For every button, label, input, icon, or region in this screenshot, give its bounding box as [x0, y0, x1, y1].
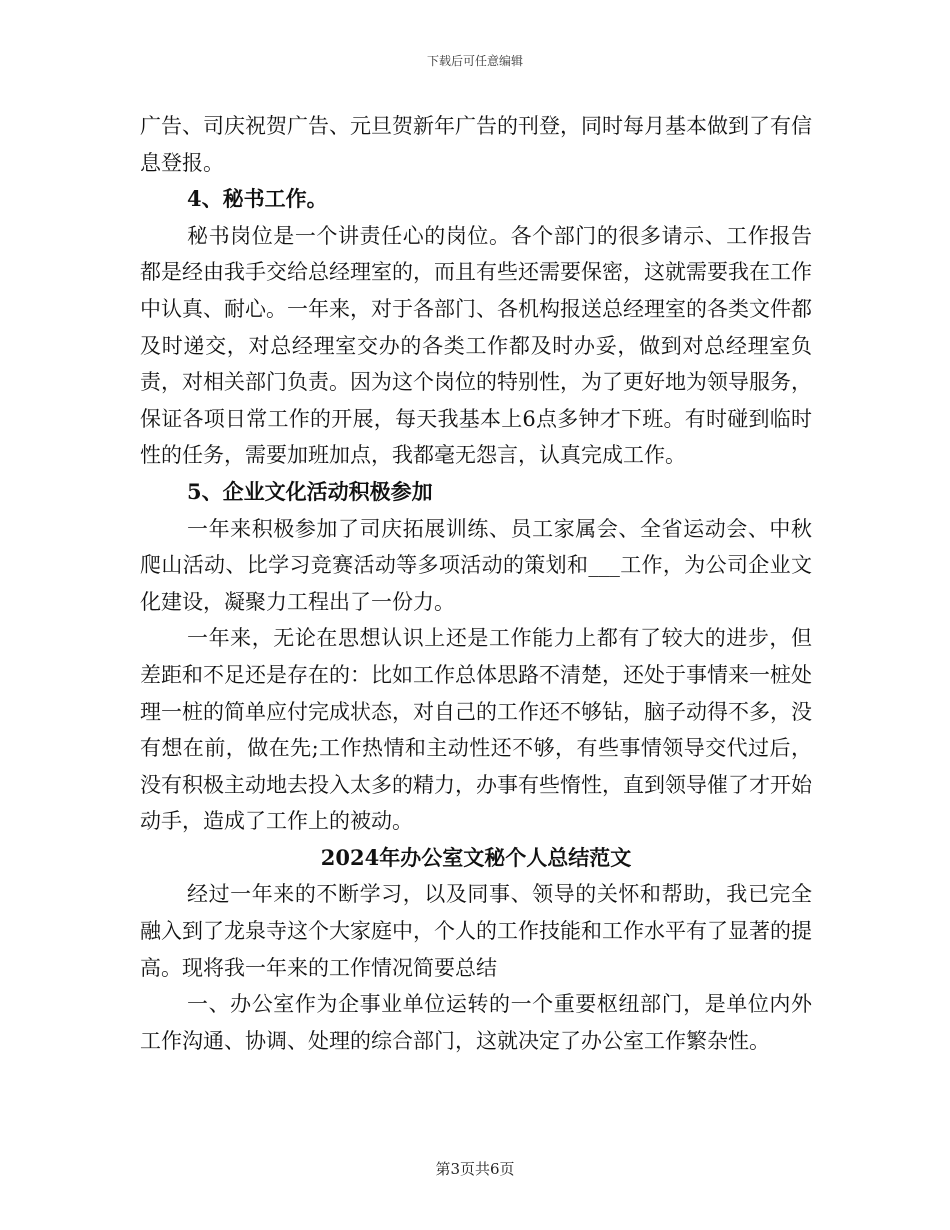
paragraph-shortcomings: 一年来，无论在思想认识上还是工作能力上都有了较大的进步，但差距和不足还是存在的：比如工作总体思路不清楚，还处于事情来一桩处理一桩的简单应付完成状态，对自己的工作还不够钻，脑子动得不多，没有想在前，做在先;工作热情和主动性还不够，有些事情领导交代过后，没有积极主动地去投入太多的精力，办事有些惰性，直到领导催了才开始动手，造成了工作上的被动。 [140, 626, 812, 834]
paragraph-secretary: 秘书岗位是一个讲责任心的岗位。各个部门的很多请示、工作报告都是经由我手交给总经理室的，而且有些还需要保密，这就需要我在工作中认真、耐心。一年来，对于各部门、各机构报送总经理室的各类文件都及时递交，对总经理室交办的各类工作都及时办妥，做到对总经理室负责，对相关部门负责。因为这个岗位的特别性，为了更好地为领导服务，保证各项日常工作的开展，每天我基本上6点多钟才下班。有时碰到临时性的任务，需要加班加点，我都毫无怨言，认真完成工作。 [140, 223, 812, 468]
page-header: 下载后可任意编辑 [426, 54, 523, 68]
section-title: 2024年办公室文秘个人总结范文 [320, 844, 632, 870]
section-heading-culture: 5、企业文化活动积极参加 [187, 478, 433, 504]
section-heading-secretary: 4、秘书工作。 [187, 186, 328, 212]
paragraph-culture: 一年来积极参加了司庆拓展训练、员工家属会、全省运动会、中秋爬山活动、比学习竞赛活动等多项活动的策划和___工作，为公司企业文化建设，凝聚力工程出了一份力。 [140, 516, 812, 614]
page-footer: 第3页共6页 [435, 1160, 515, 1178]
paragraph-intro: 经过一年来的不断学习，以及同事、领导的关怀和帮助，我已完全融入到了龙泉寺这个大家庭中，个人的工作技能和工作水平有了显著的提高。现将我一年来的工作情况简要总结 [140, 882, 812, 980]
document-body [140, 108, 812, 1059]
paragraph-continuation: 广告、司庆祝贺广告、元旦贺新年广告的刊登，同时每月基本做到了有信息登报。 [140, 114, 812, 175]
paragraph-office: 一、办公室作为企事业单位运转的一个重要枢纽部门，是单位内外工作沟通、协调、处理的综合部门，这就决定了办公室工作繁杂性。 [140, 992, 812, 1053]
